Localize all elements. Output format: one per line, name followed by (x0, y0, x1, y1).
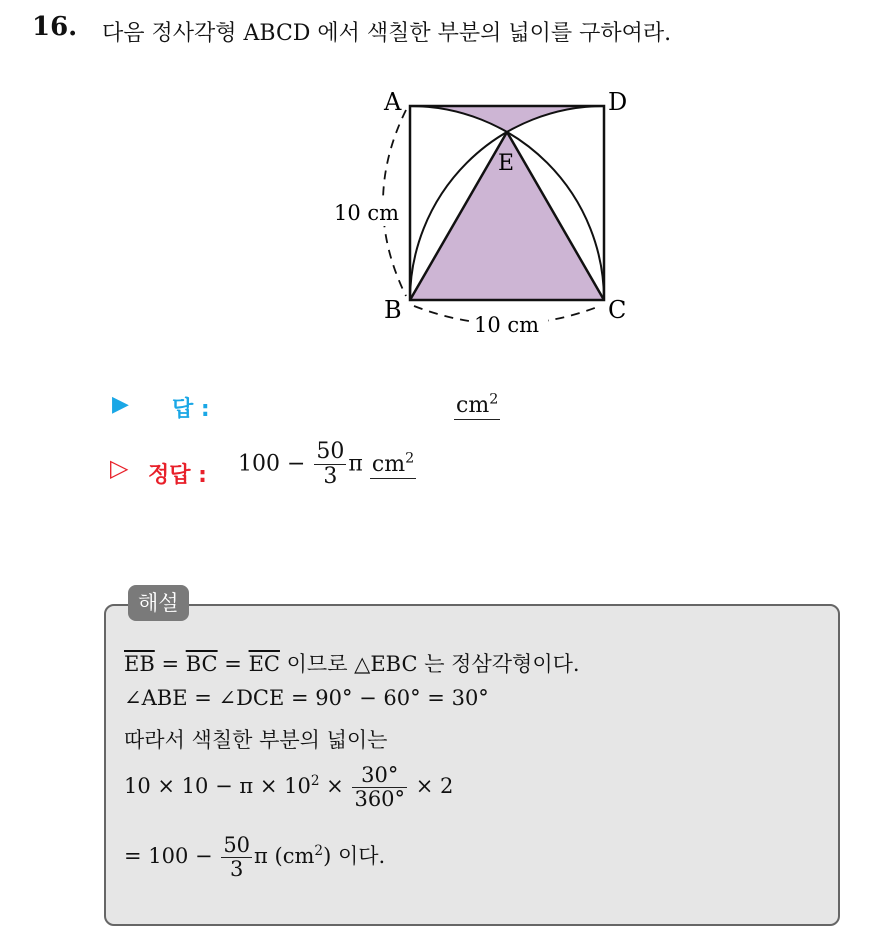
answer-label: 답 : (172, 397, 210, 422)
equals-2: = (217, 652, 249, 676)
label-c: C (608, 296, 627, 324)
correct-whole: 100 − (238, 451, 306, 477)
line4-pre: 10 × 10 − π × 10 (124, 774, 311, 799)
square-figure (320, 80, 640, 350)
label-side-left: 10 cm (334, 201, 400, 225)
answer-unit-exp: 2 (489, 392, 499, 408)
solution-line-5 (124, 834, 385, 881)
label-b: B (384, 296, 402, 324)
correct-label: 정답 : (148, 463, 207, 488)
line4-fraction (352, 764, 407, 811)
line4-mid: × (319, 774, 351, 799)
correct-triangle-icon: ▷ (110, 454, 129, 482)
label-d: D (608, 88, 628, 116)
solution-tag: 해설 (128, 585, 189, 621)
play-triangle-icon: ▶ (112, 392, 129, 417)
solution-line-2: ∠ABE = ∠DCE = 90° − 60° = 30° (124, 686, 489, 710)
line5-den: 3 (229, 857, 244, 882)
solution-line-1 (124, 648, 580, 678)
correct-num: 50 (316, 439, 345, 464)
line4-den: 360° (354, 787, 406, 812)
correct-answer (238, 440, 416, 489)
line4-num: 30° (352, 764, 407, 788)
correct-pi: π (348, 451, 363, 477)
correct-den: 3 (323, 464, 338, 490)
solution-line-4 (124, 764, 453, 811)
answer-blank[interactable] (454, 392, 500, 418)
label-e: E (498, 151, 515, 176)
correct-fraction (314, 440, 346, 489)
answer-row (112, 392, 129, 417)
line1-rest: 이므로 △EBC 는 정삼각형이다. (279, 652, 580, 676)
shaded-top-region (410, 106, 604, 132)
line4-post: × 2 (409, 774, 454, 799)
segment-eb-text: $\overline{EB}$ (124, 652, 155, 676)
question-text: 다음 정사각형 ABCD 에서 색칠한 부분의 넓이를 구하여라. (102, 21, 672, 46)
answer-unit: cm (456, 393, 490, 419)
correct-unit-exp: 2 (405, 450, 415, 467)
correct-unit: cm (371, 451, 406, 477)
solution-line-3: 따라서 색칠한 부분의 넓이는 (124, 728, 388, 752)
segment-ec-text: $\overline{EC}$ (248, 652, 280, 676)
line5-tail: ) 이다. (323, 844, 386, 869)
label-a: A (384, 88, 402, 116)
line5-num: 50 (223, 833, 251, 857)
question-number: 16. (32, 12, 78, 42)
equals-1: = (154, 652, 186, 676)
label-side-bottom: 10 cm (474, 313, 540, 337)
line5-fraction (221, 834, 252, 881)
segment-bc-text: $\overline{BC}$ (185, 652, 218, 676)
line5-exp: 2 (314, 843, 324, 860)
line5-pre: = 100 − (124, 844, 213, 869)
line4-exp: 2 (310, 773, 320, 790)
line5-post: π (cm (254, 844, 315, 869)
